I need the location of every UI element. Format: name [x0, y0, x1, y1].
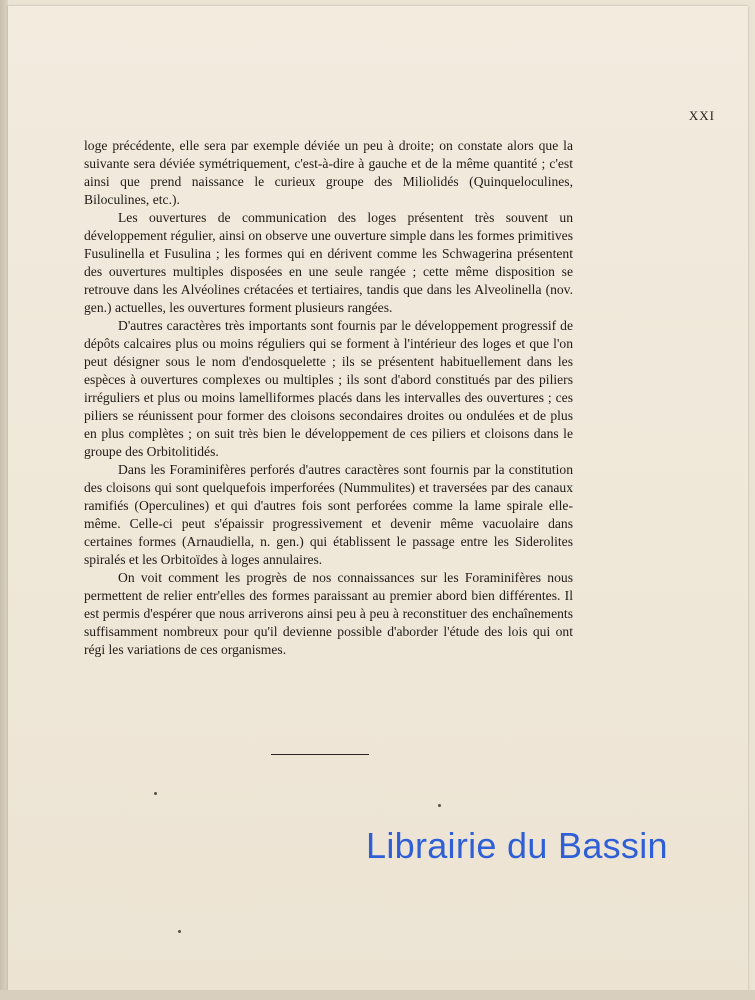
paragraph-3: D'autres caractères très importants sont fournis par le développement progressif de dépôts calcaires plus ou moins réguliers qui se forment à l'intérieur des loges et que l'on peut désigner sous le nom d'endosquelette ; ils se présentent habituellement dans les espèces à ouvertures complexes ou multiples ; ils sont d'abord constitués par des piliers irréguliers et plus ou moins lamelliformes placés dans les intervalles des ouvertures ; ces piliers se réunissent pour former des cloisons secondaires droites ou ondulées et de plus en plus complètes ; on suit très bien le développement de ces piliers et cloisons dans le groupe des Orbitolitidés. — [84, 318, 573, 459]
page-body-text — [84, 137, 573, 659]
librairie-watermark: Librairie du Bassin — [366, 825, 668, 866]
page-bottom-edge — [0, 990, 755, 1000]
page-number: XXI — [688, 108, 715, 123]
paragraph-1: loge précédente, elle sera par exemple déviée un peu à droite; on constate alors que la suivante sera déviée symétriquement, c'est-à-dire à gauche et de la même quantité ; c'est ainsi que prend naissance le curieux groupe des Miliolidés (Quinqueloculines, Biloculines, etc.). — [84, 138, 573, 207]
paper-speck — [438, 804, 441, 807]
paragraph-5: On voit comment les progrès de nos connaissances sur les Foraminifères nous permettent de relier entr'elles des formes paraissant au premier abord bien différentes. Il est permis d'espérer que nous arriverons ainsi peu à peu à reconstituer des enchaînements suffisamment nombreux pour qu'il devienne possible d'aborder l'étude des lois qui ont régi les variations de ces organismes. — [84, 570, 573, 657]
paragraph-4: Dans les Foraminifères perforés d'autres caractères sont fournis par la constitution des cloisons qui sont quelquefois imperforées (Nummulites) et traversées par des canaux ramifiés (Operculines) et qui d'autres fois sont perforées comme la lame spirale elle-même. Celle-ci peut s'épaissir progressivement et devenir même vacuolaire dans certaines formes (Arnaudiella, n. gen.) qui établissent le passage entre les Siderolites spiralés et les Orbitoïdes à loges annulaires. — [84, 462, 573, 567]
paragraph-2: Les ouvertures de communication des loges présentent très souvent un développement régulier, ainsi on observe une ouverture simple dans les formes primitives Fusulinella et Fusulina ; les formes qui en dérivent comme les Schwagerina présentent des ouvertures multiples disposées en une seule rangée ; cette même disposition se retrouve dans les Alvéolines crétacées et tertiaires, tandis que dans les Alveolinella (nov. gen.) actuelles, les ouvertures forment plusieurs rangées. — [84, 210, 573, 315]
paper-speck — [178, 930, 181, 933]
end-rule-divider — [271, 754, 369, 755]
page-left-edge — [0, 0, 8, 1000]
paper-speck — [154, 792, 157, 795]
